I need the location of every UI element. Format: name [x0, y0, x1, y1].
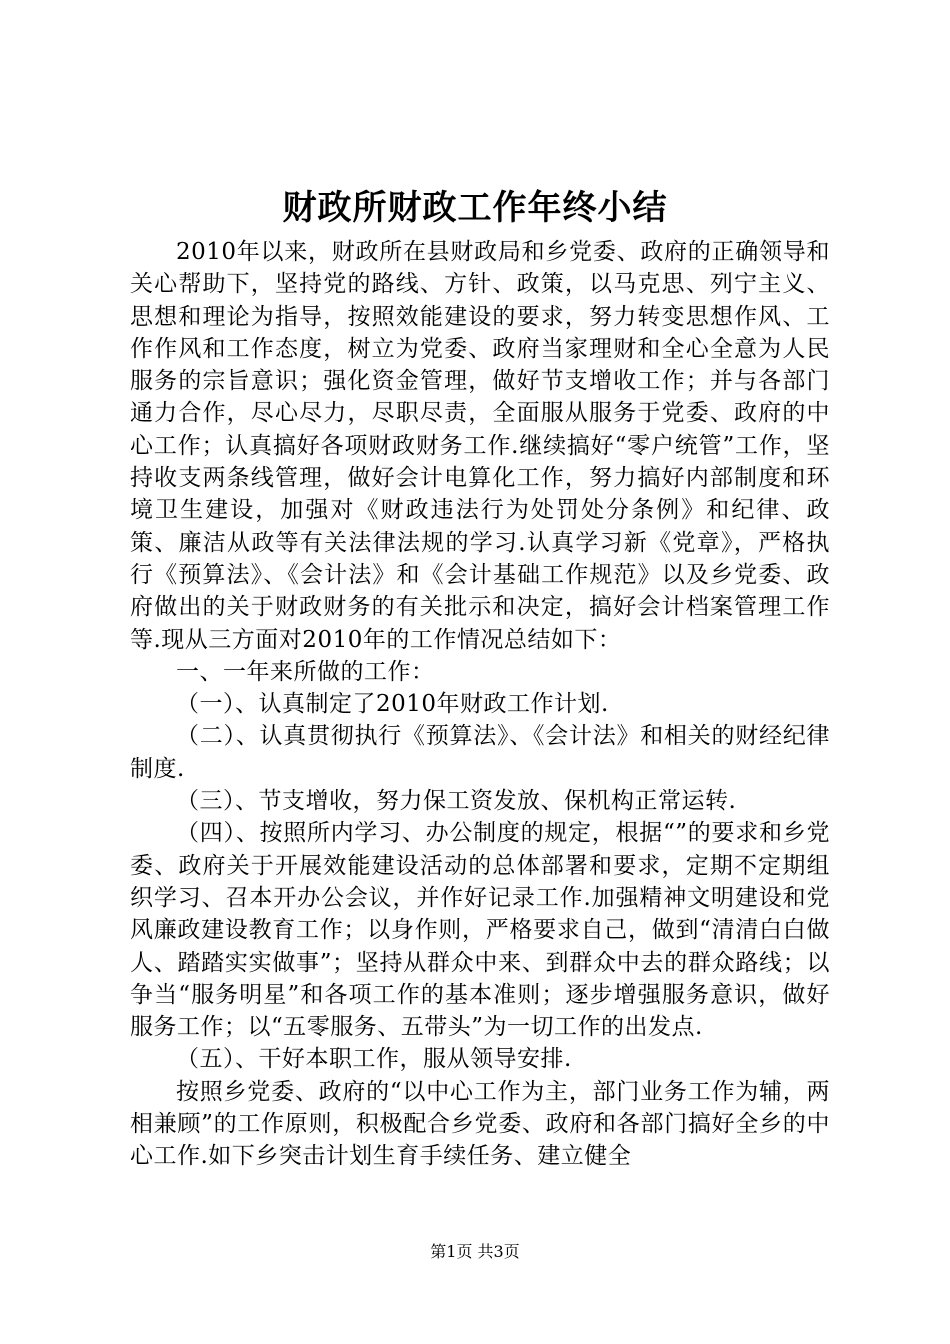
paragraph-continued: 按照乡党委、政府的“以中心工作为主，部门业务工作为辅，两相兼顾”的工作原则，积极配合乡党委、政府和各部门搞好全乡的中心工作.如下乡突击计划生育手续任务、建立健全	[130, 1078, 830, 1170]
paragraph-intro: 2010年以来，财政所在县财政局和乡党委、政府的正确领导和关心帮助下，坚持党的路线、方针、政策，以马克思、列宁主义、思想和理论为指导，按照效能建设的要求，努力转变思想作风、工作作风和工作态度，树立为党委、政府当家理财和全心全意为人民服务的宗旨意识；强化资金管理，做好节支增收工作；并与各部门通力合作，尽心尽力，尽职尽责，全面服从服务于党委、政府的中心工作；认真搞好各项财政财务工作.继续搞好“零户统管”工作，坚持收支两条线管理，做好会计电算化工作，努力搞好内部制度和环境卫生建设，加强对《财政违法行为处罚处分条例》和纪律、政策、廉洁从政等有关法律法规的学习.认真学习新《党章》，严格执行《预算法》、《会计法》和《会计基础工作规范》以及乡党委、政府做出的关于财政财务的有关批示和决定，搞好会计档案管理工作等.现从三方面对2010年的工作情况总结如下：	[130, 239, 830, 653]
list-item-1: （一）、认真制定了2010年财政工作计划.	[176, 691, 609, 718]
list-item-5: （五）、干好本职工作，服从领导安排.	[176, 1046, 572, 1073]
list-item-2: （二）、认真贯彻执行《预算法》、《会计法》和相关的财经纪律制度.	[130, 723, 830, 782]
list-item-3: （三）、节支增收，努力保工资发放、保机构正常运转.	[176, 788, 737, 815]
document-body	[130, 236, 830, 1173]
section-heading-1: 一、一年来所做的工作：	[176, 658, 435, 685]
list-item-4: （四）、按照所内学习、办公制度的规定，根据“”的要求和乡党委、政府关于开展效能建设活动的总体部署和要求，定期不定期组织学习、召本开办公会议，并作好记录工作.加强精神文明建设和党风廉政建设教育工作；以身作则，严格要求自己，做到“清清白白做人、踏踏实实做事”；坚持从群众中来、到群众中去的群众路线；以争当“服务明星”和各项工作的基本准则；逐步增强服务意识，做好服务工作；以“五零服务、五带头”为一切工作的出发点.	[130, 820, 830, 1041]
page-number: 第1页 共3页	[430, 1242, 520, 1261]
document-title: 财政所财政工作年终小结	[282, 188, 668, 228]
